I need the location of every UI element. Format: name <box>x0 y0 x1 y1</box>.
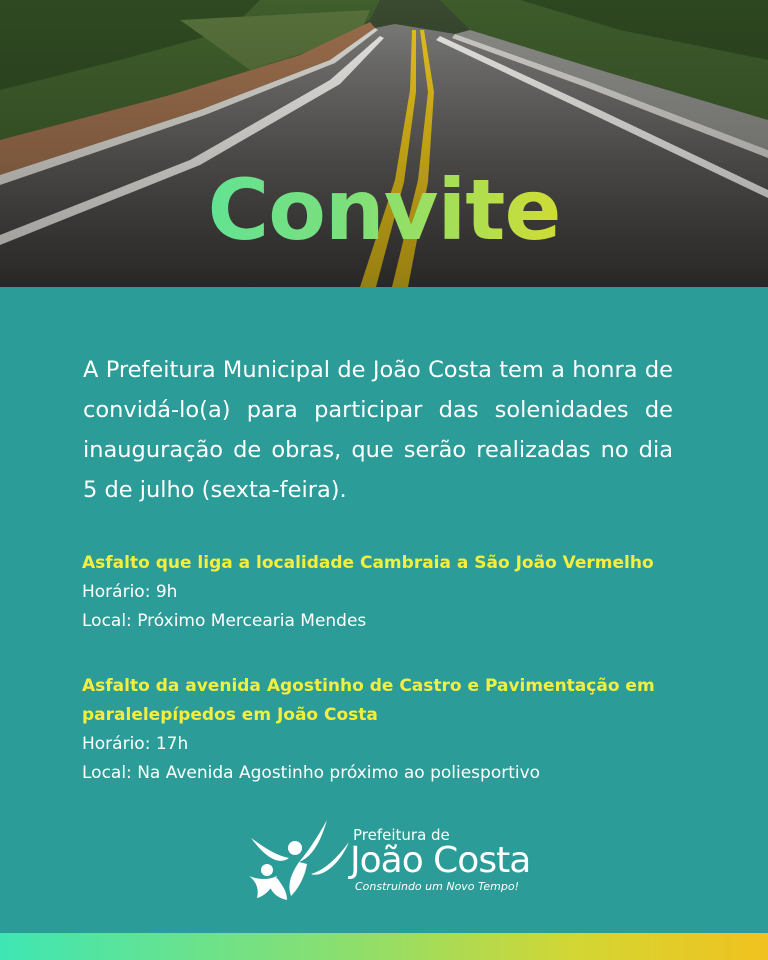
header-road-image <box>0 0 768 287</box>
event-name: Asfalto que liga a localidade Cambraia a São João Vermelho <box>82 553 654 573</box>
invitation-text: A Prefeitura Municipal de João Costa tem a honra de convidá-lo(a) para participar das solenidades de inauguração de obras, que serão realizadas no dia 5 de julho (sexta-feira). <box>83 357 673 503</box>
logo-name: João Costa <box>350 840 531 881</box>
event-time: Horário: 9h <box>82 582 178 602</box>
event-name: Asfalto da avenida Agostinho de Castro e Pavimentação em paralelepípedos em João Costa <box>82 676 655 725</box>
municipality-logo <box>247 818 537 902</box>
event-location: Local: Na Avenida Agostinho próximo ao poliesportivo <box>82 763 541 783</box>
page-title: Convite <box>0 168 768 252</box>
logo-prefix: Prefeitura de <box>353 826 450 844</box>
people-celebrating-icon <box>247 818 351 902</box>
logo-tagline: Construindo um Novo Tempo! <box>355 880 520 893</box>
event-item <box>82 549 702 636</box>
event-item <box>82 672 702 788</box>
event-time: Horário: 17h <box>82 734 189 754</box>
event-location: Local: Próximo Mercearia Mendes <box>82 611 367 631</box>
footer-gradient-bar <box>0 933 768 960</box>
